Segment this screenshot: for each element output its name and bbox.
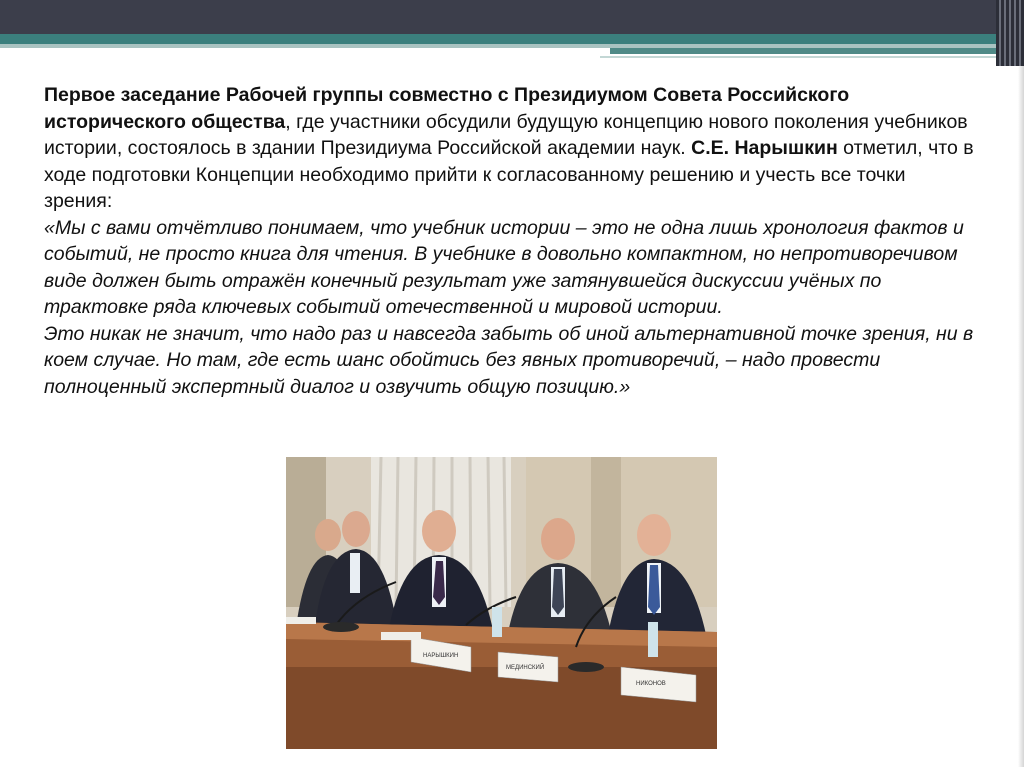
header-band bbox=[0, 0, 1024, 34]
meeting-photo-drawing bbox=[286, 457, 717, 749]
photo-name-card-2-text: МЕДИНСКИЙ bbox=[506, 665, 545, 671]
quote-paragraph-1: «Мы с вами отчётливо понимаем, что учебник истории – это не одна лишь хронология фактов и событий, не просто книга для чтения. В учебнике в довольно компактном, но непротиворечивом виде должен быть отражён конечный результат уже затянувшейся дискуссии учёных по трактовке ряда ключевых событий отечественной и мировой истории. bbox=[44, 216, 964, 318]
intro-bold-title: Первое заседание Рабочей группы совместно с Президиумом Совета Российского исторического общества bbox=[44, 84, 850, 133]
header-accent-line bbox=[600, 56, 1024, 58]
quote-paragraph-2: Это никак не значит, что надо раз и навсегда забыть об иной альтернативной точке зрения, ни в коем случае. Но там, где есть шанс обойтись без явных противоречий, – надо провести полноценный экспертный диалог и озвучить общую позицию.» bbox=[44, 322, 974, 398]
photo-bottle-2 bbox=[648, 622, 658, 657]
photo-papers-2 bbox=[286, 617, 316, 624]
intro-text-1: , где участники обсудили будущую концепцию нового поколения учебников истории, состоялось в здании Президиума Российской академии наук. bbox=[44, 110, 968, 159]
header-corner-stripes bbox=[996, 0, 1024, 66]
intro-text-2: отметил, что в ходе подготовки Концепции необходимо прийти к согласованному решению и учесть все точки зрения: bbox=[44, 137, 974, 212]
photo-wall-panel bbox=[591, 457, 621, 607]
photo-name-card-1-text: НАРЫШКИН bbox=[423, 653, 459, 659]
photo-name-card-2 bbox=[498, 652, 558, 682]
photo-name-card-3-text: НИКОНОВ bbox=[636, 681, 666, 687]
photo-papers-1 bbox=[381, 632, 421, 640]
intro-paragraph bbox=[44, 82, 979, 215]
photo-bottle-1 bbox=[492, 607, 502, 637]
header-accent-bar bbox=[610, 48, 1024, 54]
slide-edge-shadow bbox=[1018, 66, 1024, 767]
header-teal-stripe bbox=[0, 34, 1024, 44]
meeting-photo bbox=[286, 457, 717, 749]
intro-bold-name: С.Е. Нарышкин bbox=[691, 137, 838, 159]
body-text bbox=[44, 82, 979, 400]
photo-mic-base-1 bbox=[323, 622, 359, 632]
photo-mic-base-2 bbox=[568, 662, 604, 672]
